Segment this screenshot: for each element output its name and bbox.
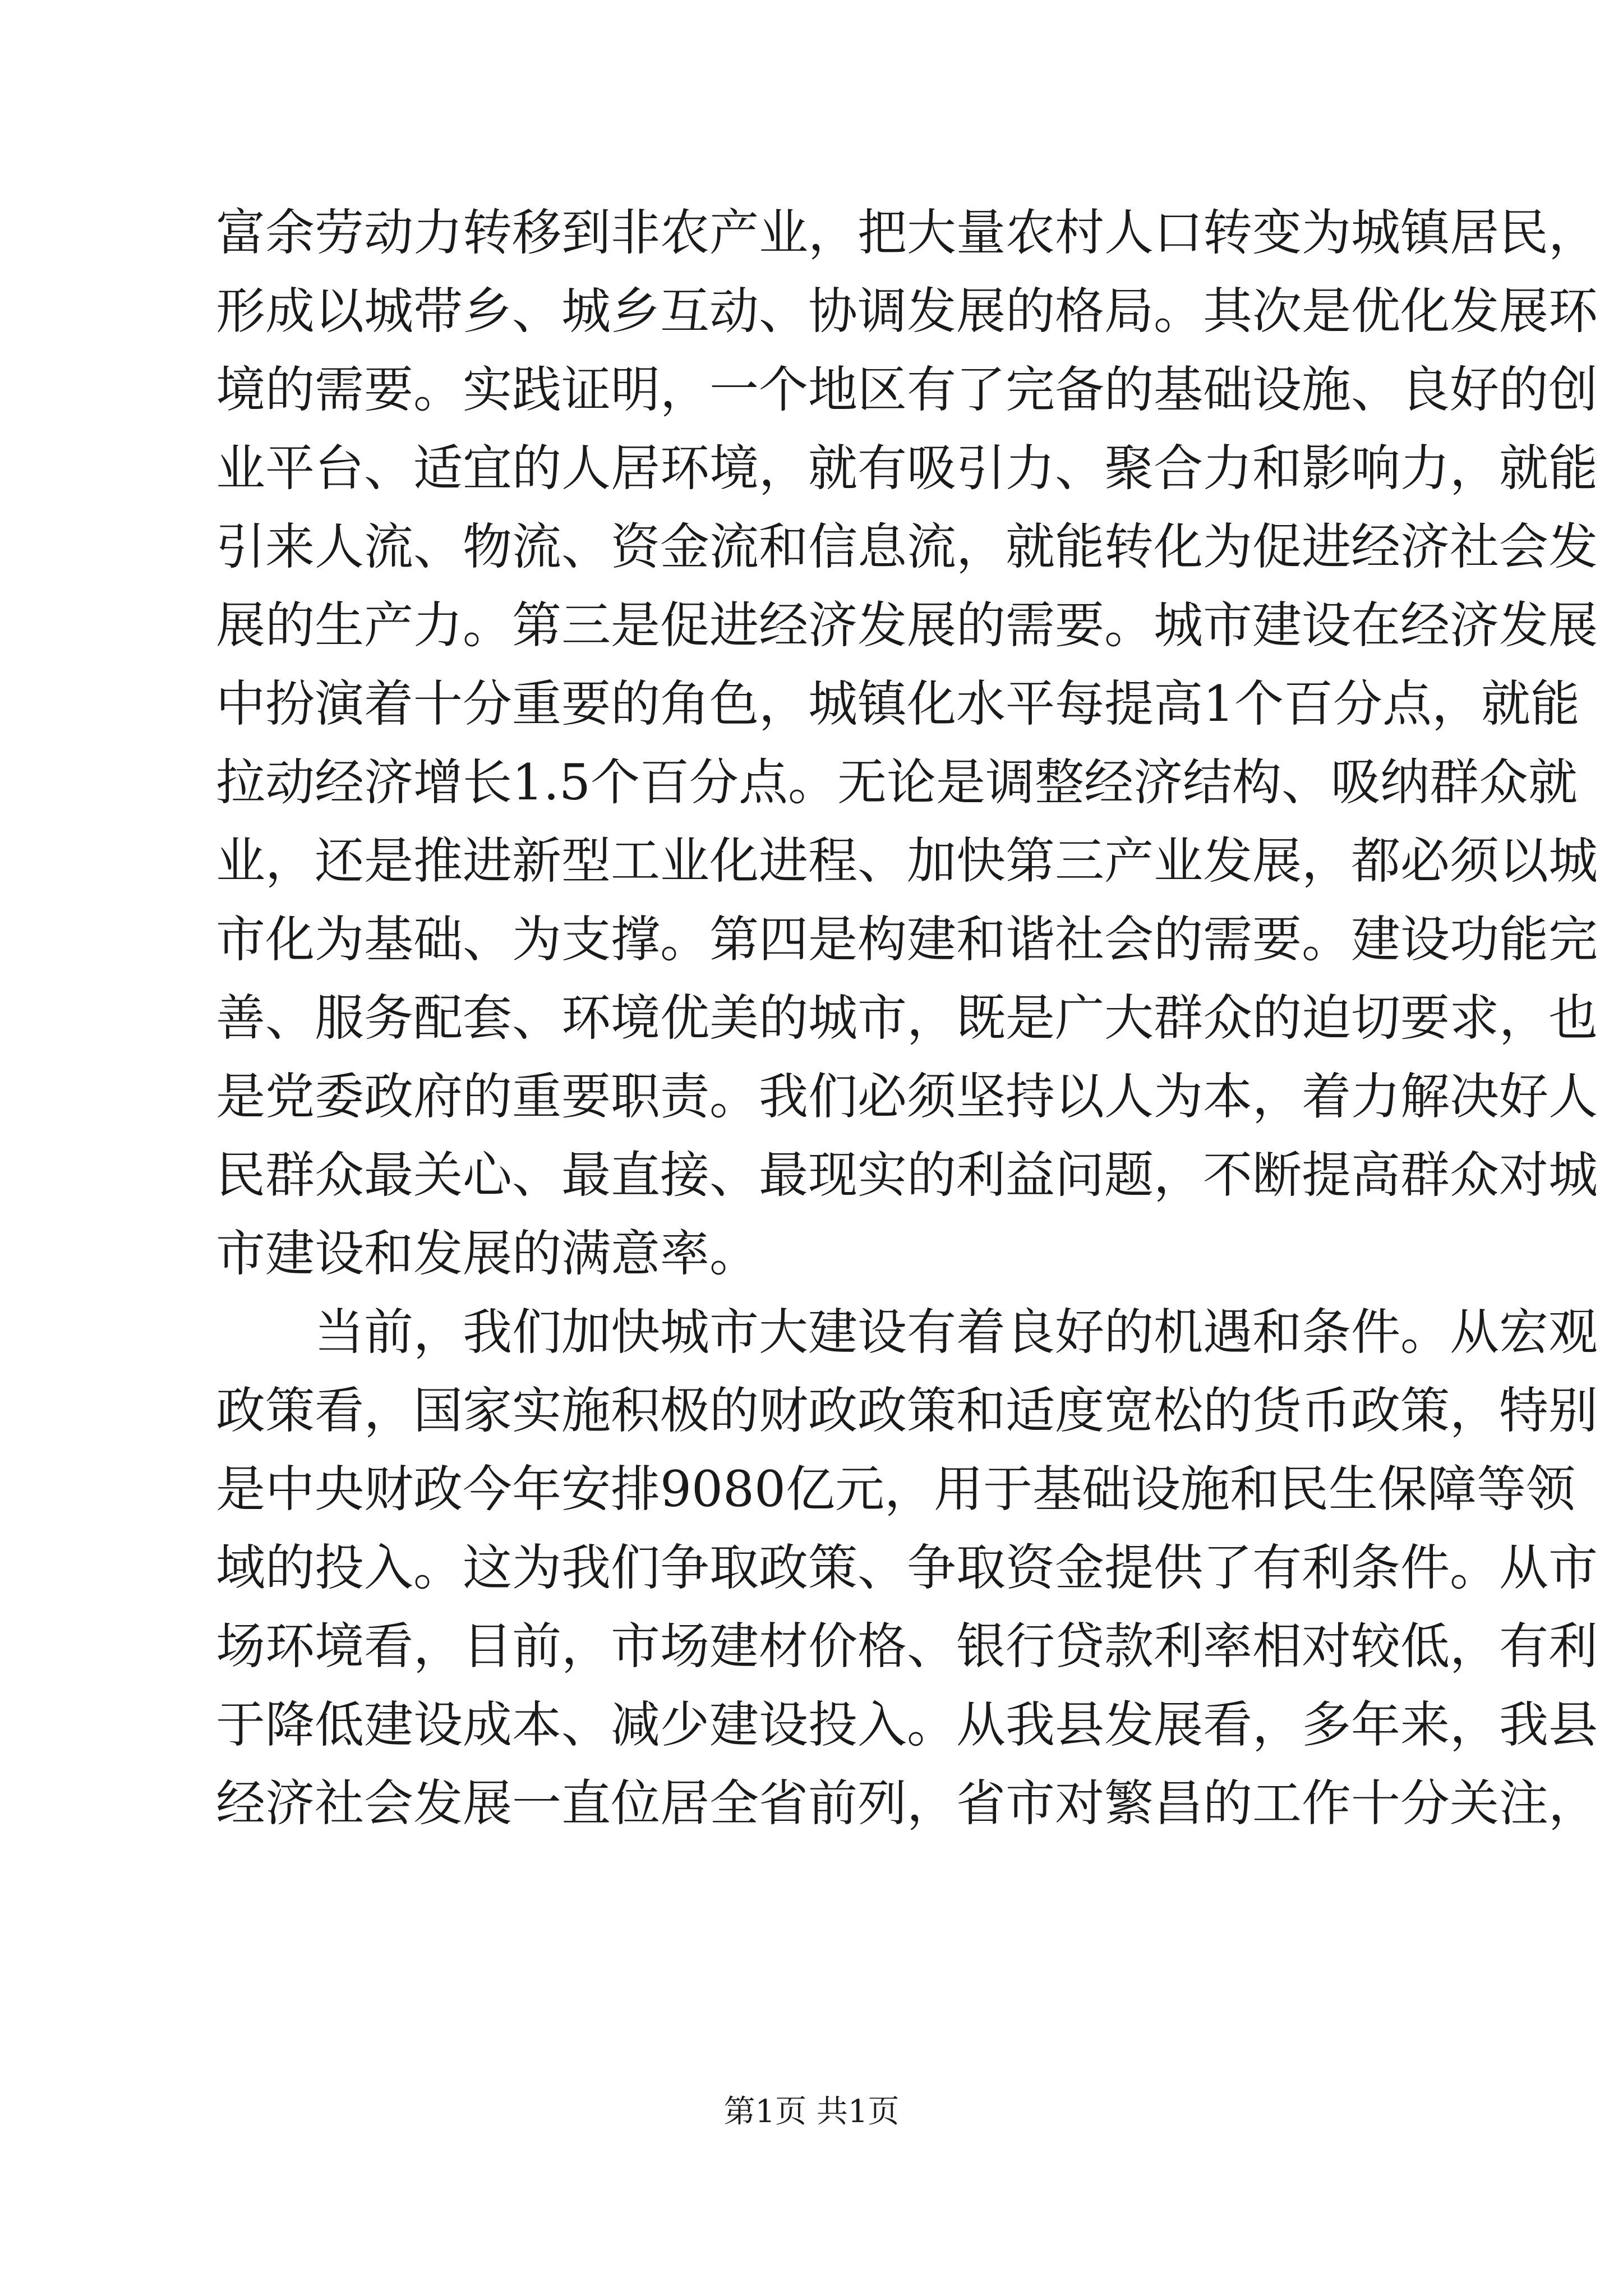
page-footer: 第1页 共1页 bbox=[723, 2093, 900, 2130]
text-line: 业，还是推进新型工业化进程、加快第三产业发展，都必须以城 bbox=[216, 832, 1598, 890]
text-line: 场环境看，目前，市场建材价格、银行贷款利率相对较低，有利 bbox=[216, 1617, 1598, 1675]
text-line: 市化为基础、为支撑。第四是构建和谐社会的需要。建设功能完 bbox=[216, 910, 1598, 968]
text-line: 形成以城带乡、城乡互动、协调发展的格局。其次是优化发展环 bbox=[216, 282, 1598, 340]
text-line: 善、服务配套、环境优美的城市，既是广大群众的迫切要求，也 bbox=[216, 989, 1598, 1047]
text-line: 民群众最关心、最直接、最现实的利益问题，不断提高群众对城 bbox=[216, 1146, 1598, 1204]
text-line: 拉动经济增长1.5个百分点。无论是调整经济结构、吸纳群众就 bbox=[216, 753, 1578, 811]
text-line: 经济社会发展一直位居全省前列，省市对繁昌的工作十分关注， bbox=[216, 1774, 1598, 1832]
text-line: 业平台、适宜的人居环境，就有吸引力、聚合力和影响力，就能 bbox=[216, 439, 1598, 497]
text-line: 是党委政府的重要职责。我们必须坚持以人为本，着力解决好人 bbox=[216, 1068, 1598, 1125]
text-line: 政策看，国家实施积极的财政政策和适度宽松的货币政策，特别 bbox=[216, 1382, 1598, 1439]
text-line: 展的生产力。第三是促进经济发展的需要。城市建设在经济发展 bbox=[216, 596, 1598, 654]
text-line: 市建设和发展的满意率。 bbox=[216, 1225, 759, 1282]
text-line: 境的需要。实践证明，一个地区有了完备的基础设施、良好的创 bbox=[216, 361, 1598, 418]
text-line: 于降低建设成本、减少建设投入。从我县发展看，多年来，我县 bbox=[216, 1696, 1598, 1754]
text-line: 当前，我们加快城市大建设有着良好的机遇和条件。从宏观 bbox=[315, 1303, 1598, 1361]
text-line: 是中央财政今年安排9080亿元，用于基础设施和民生保障等领 bbox=[216, 1460, 1575, 1518]
text-line: 中扮演着十分重要的角色，城镇化水平每提高1个百分点，就能 bbox=[216, 675, 1580, 733]
text-line: 富余劳动力转移到非农产业，把大量农村人口转变为城镇居民， bbox=[216, 204, 1598, 261]
text-line: 域的投入。这为我们争取政策、争取资金提供了有利条件。从市 bbox=[216, 1539, 1598, 1596]
text-line: 引来人流、物流、资金流和信息流，就能转化为促进经济社会发 bbox=[216, 518, 1598, 576]
